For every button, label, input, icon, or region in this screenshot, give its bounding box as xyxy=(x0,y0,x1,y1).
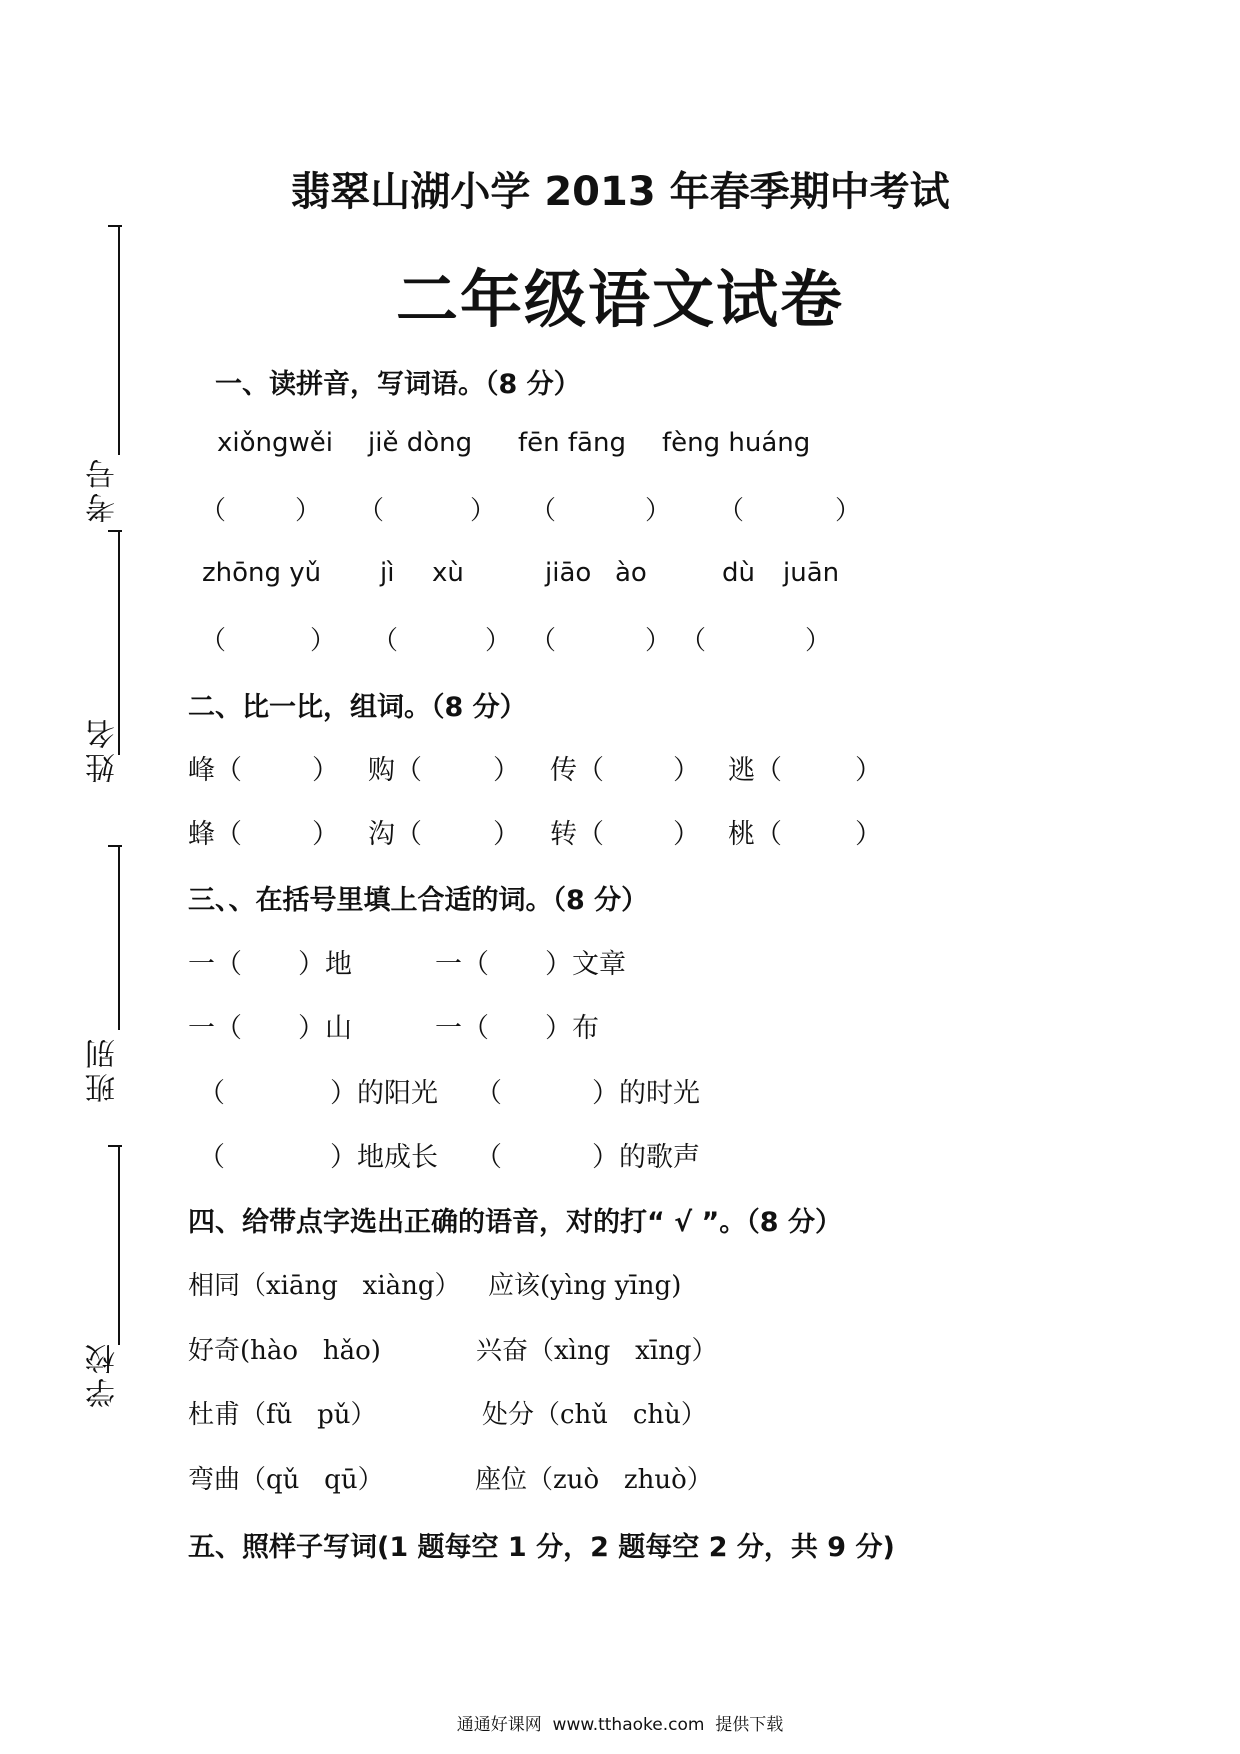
answer-paren-open: （ xyxy=(718,496,745,526)
compare-item: 蜂（ xyxy=(188,819,242,850)
answer-paren-open: （ xyxy=(200,626,227,656)
compare-item: 峰（ xyxy=(188,755,242,786)
answer-paren-close: ） xyxy=(310,626,337,656)
pinyin: zhōng yǔ xyxy=(202,558,322,588)
pronunciation-item: 处分（chǔ chù） xyxy=(482,1400,707,1430)
section5-title: 五、照样子写词(1 题每空 1 分，2 题每空 2 分，共 9 分) xyxy=(188,1532,895,1563)
answer-paren-close: ） xyxy=(645,496,672,526)
compare-item: 桃（ xyxy=(728,819,782,850)
pinyin: xiǒngwěi xyxy=(217,428,333,458)
compare-item: 传（ xyxy=(550,755,604,786)
compare-item: ） xyxy=(312,755,339,786)
pinyin: jiě dòng xyxy=(368,428,473,458)
answer-paren-open: （ xyxy=(200,496,227,526)
name-label: 姓名 xyxy=(86,715,121,783)
pronunciation-item: 杜甫（fǔ pǔ） xyxy=(188,1400,377,1430)
compare-item: ） xyxy=(855,755,882,786)
answer-paren-close: ） xyxy=(485,626,512,656)
margin-tick xyxy=(108,225,122,227)
pinyin: dù xyxy=(722,558,755,588)
section4-title: 四、给带点字选出正确的语音，对的打“ √ ”。（8 分） xyxy=(188,1207,842,1238)
fill-item: 一（ xyxy=(435,949,489,980)
pinyin: jì xyxy=(380,558,395,588)
fill-item: ）文章 xyxy=(545,949,626,980)
compare-item: ） xyxy=(312,819,339,850)
compare-item: ） xyxy=(673,819,700,850)
answer-paren-close: ） xyxy=(295,496,322,526)
pinyin: fēn fāng xyxy=(518,428,626,458)
margin-tick xyxy=(108,1145,122,1147)
margin-line xyxy=(118,225,120,455)
compare-item: 购（ xyxy=(368,755,422,786)
fill-item: （ xyxy=(198,1142,225,1173)
pinyin: ào xyxy=(615,558,647,588)
fill-item: （ xyxy=(475,1142,502,1173)
compare-item: ） xyxy=(673,755,700,786)
fill-item: ）地成长 xyxy=(330,1142,438,1173)
fill-item: 一（ xyxy=(188,949,242,980)
answer-paren-open: （ xyxy=(530,626,557,656)
school-label: 学校 xyxy=(86,1340,121,1408)
class-label: 班别 xyxy=(86,1035,121,1103)
pronunciation-item: 弯曲（qǔ qū） xyxy=(188,1465,384,1495)
fill-item: （ xyxy=(198,1078,225,1109)
fill-item: 一（ xyxy=(188,1013,242,1044)
answer-paren-close: ） xyxy=(645,626,672,656)
answer-paren-open: （ xyxy=(358,496,385,526)
fill-item: ）的阳光 xyxy=(330,1078,438,1109)
pronunciation-item: 应该(yìng yīng) xyxy=(488,1271,682,1301)
margin-line xyxy=(118,1145,120,1345)
section2-title: 二、比一比，组词。（8 分） xyxy=(188,692,527,723)
fill-item: ）地 xyxy=(298,949,352,980)
pinyin: jiāo xyxy=(545,558,592,588)
compare-item: 转（ xyxy=(550,819,604,850)
fill-item: ）布 xyxy=(545,1013,599,1044)
pronunciation-item: 兴奋（xìng xīng） xyxy=(476,1336,718,1366)
paper-title: 二年级语文试卷 xyxy=(395,263,844,336)
margin-tick xyxy=(108,845,122,847)
compare-item: ） xyxy=(493,819,520,850)
answer-paren-open: （ xyxy=(372,626,399,656)
fill-item: 一（ xyxy=(435,1013,489,1044)
pinyin: xù xyxy=(432,558,464,588)
pronunciation-item: 好奇(hào hǎo) xyxy=(188,1336,381,1366)
fill-item: （ xyxy=(475,1078,502,1109)
pinyin: fèng huáng xyxy=(662,428,811,458)
fill-item: ）的歌声 xyxy=(592,1142,700,1173)
answer-paren-close: ） xyxy=(835,496,862,526)
compare-item: 逃（ xyxy=(728,755,782,786)
section1-title: 一、读拼音，写词语。（8 分） xyxy=(215,369,581,400)
margin-line xyxy=(118,845,120,1030)
pinyin: juān xyxy=(783,558,840,588)
answer-paren-close: ） xyxy=(805,626,832,656)
answer-paren-open: （ xyxy=(530,496,557,526)
answer-paren-close: ） xyxy=(470,496,497,526)
fill-item: ）的时光 xyxy=(592,1078,700,1109)
school-exam-title: 翡翠山湖小学 2013 年春季期中考试 xyxy=(290,169,950,215)
pronunciation-item: 座位（zuò zhuò） xyxy=(475,1465,713,1495)
pronunciation-item: 相同（xiāng xiàng） xyxy=(188,1271,461,1301)
footer-watermark: 通通好课网 www.tthaoke.com 提供下载 xyxy=(456,1715,784,1735)
exam-no-label: 考号 xyxy=(86,455,121,523)
compare-item: ） xyxy=(493,755,520,786)
fill-item: ）山 xyxy=(298,1013,352,1044)
section3-title: 三、、在括号里填上合适的词。（8 分） xyxy=(188,885,649,916)
answer-paren-open: （ xyxy=(680,626,707,656)
compare-item: 沟（ xyxy=(368,819,422,850)
compare-item: ） xyxy=(855,819,882,850)
margin-tick xyxy=(108,530,122,532)
